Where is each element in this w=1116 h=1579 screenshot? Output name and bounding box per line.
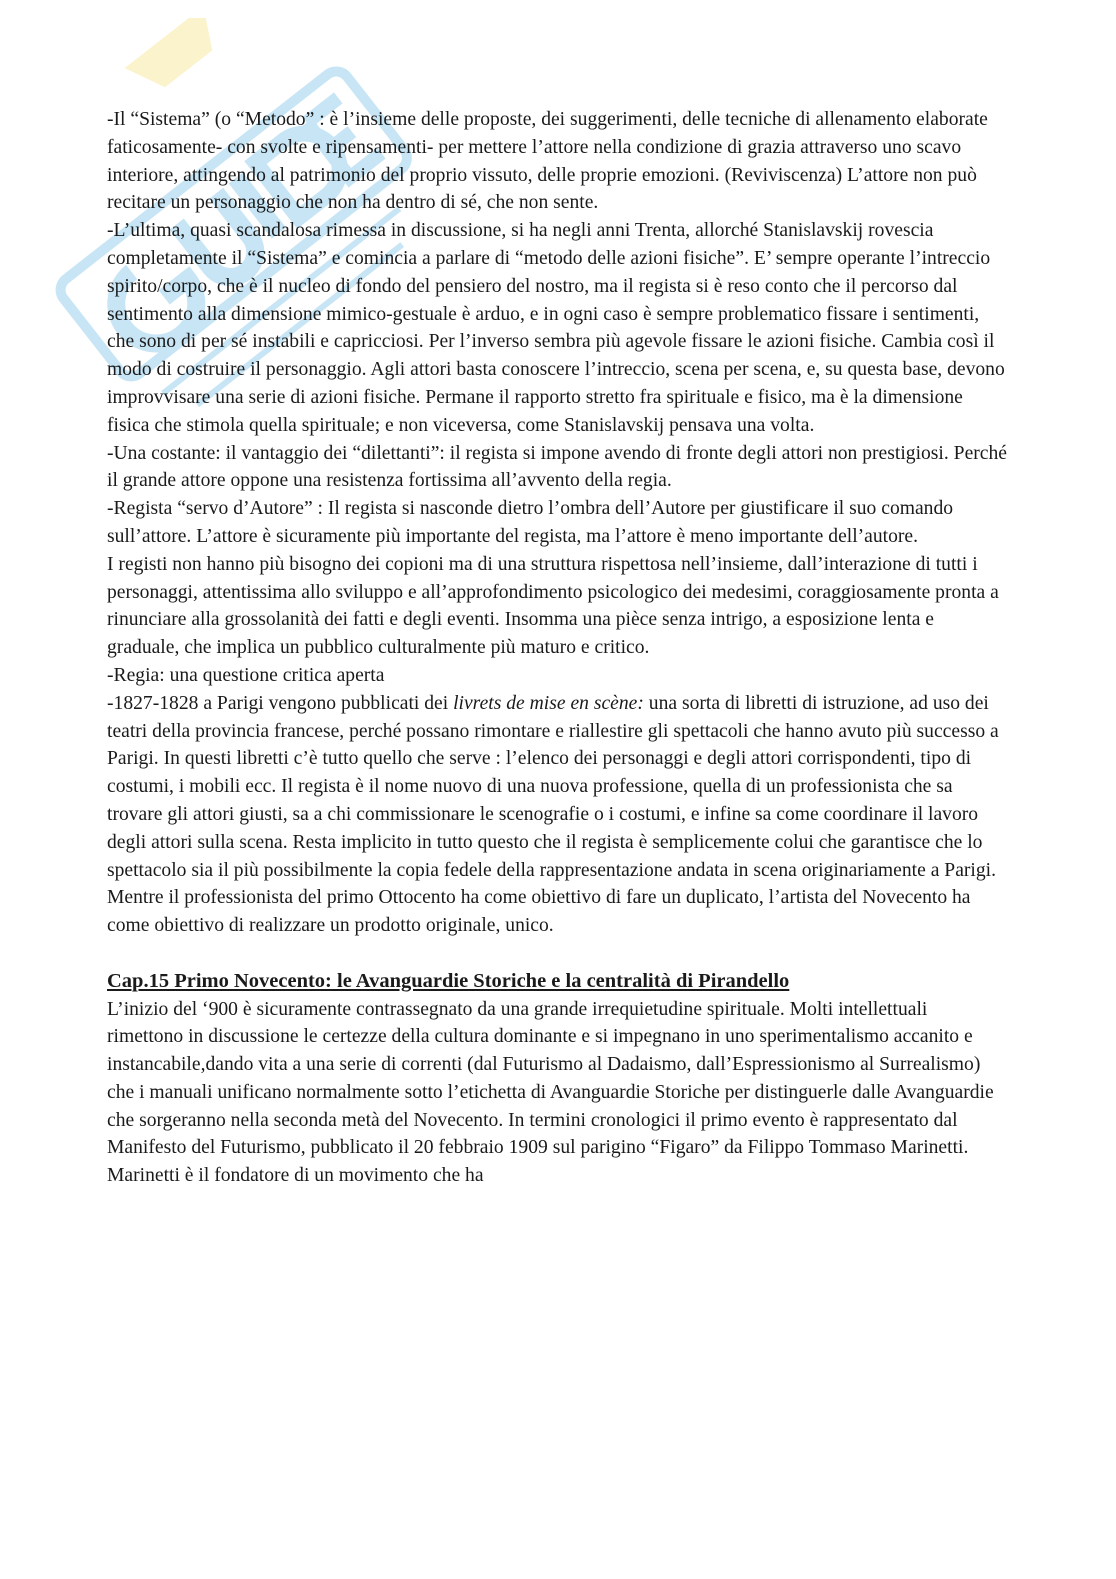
paragraph-livrets (107, 690, 1007, 940)
paragraph-chapter-intro: L’inizio del ‘900 è sicuramente contrassegnato da una grande irrequietudine spirituale. Molti intellettuali rimettono in discussione le certezze della cultura dominante e si impegnano in uno sperimentalismo accanito e instancabile,dando vita a una serie di correnti (dal Futurismo al Dadaismo, dall’Espressionismo al Surrealismo) che i manuali unificano normalmente sotto l’etichetta di Avanguardie Storiche per distinguerle dalle Avanguardie che sorgeranno nella seconda metà del Novecento. In termini cronologici il primo evento è rappresentato dal Manifesto del Futurismo, pubblicato il 20 febbraio 1909 sul parigino “Figaro” da Filippo Tommaso Marinetti. Marinetti è il fondatore di un movimento che ha (107, 998, 994, 1187)
paragraph-servo-autore: -Regista “servo d’Autore” : Il regista si nasconde dietro l’ombra dell’Autore per giustificare il suo comando sull’attore. L’attore è sicuramente più importante del regista, ma l’attore è meno importante dell’autore. (107, 498, 954, 547)
paragraph-registi-copioni: I registi non hanno più bisogno dei copioni ma di una struttura rispettosa nell’insieme, dall’interazione di tutti i personaggi, attentissima allo sviluppo e all’approfondimento psicologico dei medesimi, coraggiosamente pronta a rinunciare alla grossolanità dei fatti e degli eventi. Insomma una pièce senza intrigo, a esposizione lenta e graduale, che implica un pubblico culturalmente più maturo e critico. (107, 553, 999, 659)
livrets-italic-title: livrets de mise en scène: (453, 692, 644, 714)
paragraph-sistema: -Il “Sistema” (o “Metodo” : è l’insieme delle proposte, dei suggerimenti, delle tecniche di allenamento elaborate faticosamente- con svolte e ripensamenti- per mettere l’attore nella condizione di grazia attraverso uno scavo interiore, attingendo al patrimonio del proprio vissuto, delle proprie emozioni. (Reviviscenza) L’attore non può recitare un personaggio che non ha dentro di sé, che non sente. (107, 109, 988, 214)
paragraph-azioni-fisiche: -L’ultima, quasi scandalosa rimessa in discussione, si ha negli anni Trenta, allorché Stanislavskij rovescia completamente il “Sistema” e comincia a parlare di “metodo delle azioni fisiche”. E’ sempre operante l’intreccio spirito/corpo, che è il nucleo di fondo del pensiero del nostro, ma il regista si è reso conto che il percorso dal sentimento alla dimensione mimico-gestuale è arduo, e in ogni caso è sempre problematico fissare i sentimenti, che sono di per sé instabili e capricciosi. Per l’inverso sembra più agevole fissare le azioni fisiche. Cambia così il modo di costruire il personaggio. Agli attori basta conoscere l’intreccio, scena per scena, e, su questa base, devono improvvisare una serie di azioni fisiche. Permane il rapporto stretto fra spirituale e fisico, ma è la dimensione fisica che stimola quella spirituale; e non viceversa, come Stanislavskij pensava una volta. (107, 220, 1005, 436)
livrets-text-before: -1827-1828 a Parigi vengono pubblicati dei (107, 692, 454, 714)
paragraph-regia-questione: -Regia: una questione critica aperta (107, 664, 385, 686)
chapter-heading: Cap.15 Primo Novecento: le Avanguardie Storiche e la centralità di Pirandello (107, 969, 790, 992)
paragraph-dilettanti: -Una costante: il vantaggio dei “dilettanti”: il regista si impone avendo di fronte degli attori non prestigiosi. Perché il grande attore oppone una resistenza fortissima all’avvento della regia. (107, 442, 1007, 492)
watermark-yellow-shape (125, 18, 228, 100)
document-body (107, 106, 1007, 1190)
section-gap (107, 940, 1007, 968)
livrets-text-after: una sorta di libretti di istruzione, ad uso dei teatri della provincia francese, perché possano rimontare e riallestire gli spettacoli che hanno avuto più successo a Parigi. In questi libretti c’è tutto quello che serve : l’elenco dei personaggi e degli attori corrispondenti, tipo di costumi, i mobili ecc. Il regista è il nome nuovo di una nuova professione, quella di un professionista che sa trovare gli attori giusti, sa a chi commissionare le scenografie o i costumi, e infine sa come coordinare il lavoro degli attori sulla scena. Resta implicito in tutto questo che il regista è semplicemente colui che garantisce che lo spettacolo sia il più possibilmente la copia fedele della rappresentazione andata in scena originariamente a Parigi. Mentre il professionista del primo Ottocento ha come obiettivo di fare un duplicato, l’artista del Novecento ha come obiettivo di realizzare un prodotto originale, unico. (107, 692, 999, 937)
